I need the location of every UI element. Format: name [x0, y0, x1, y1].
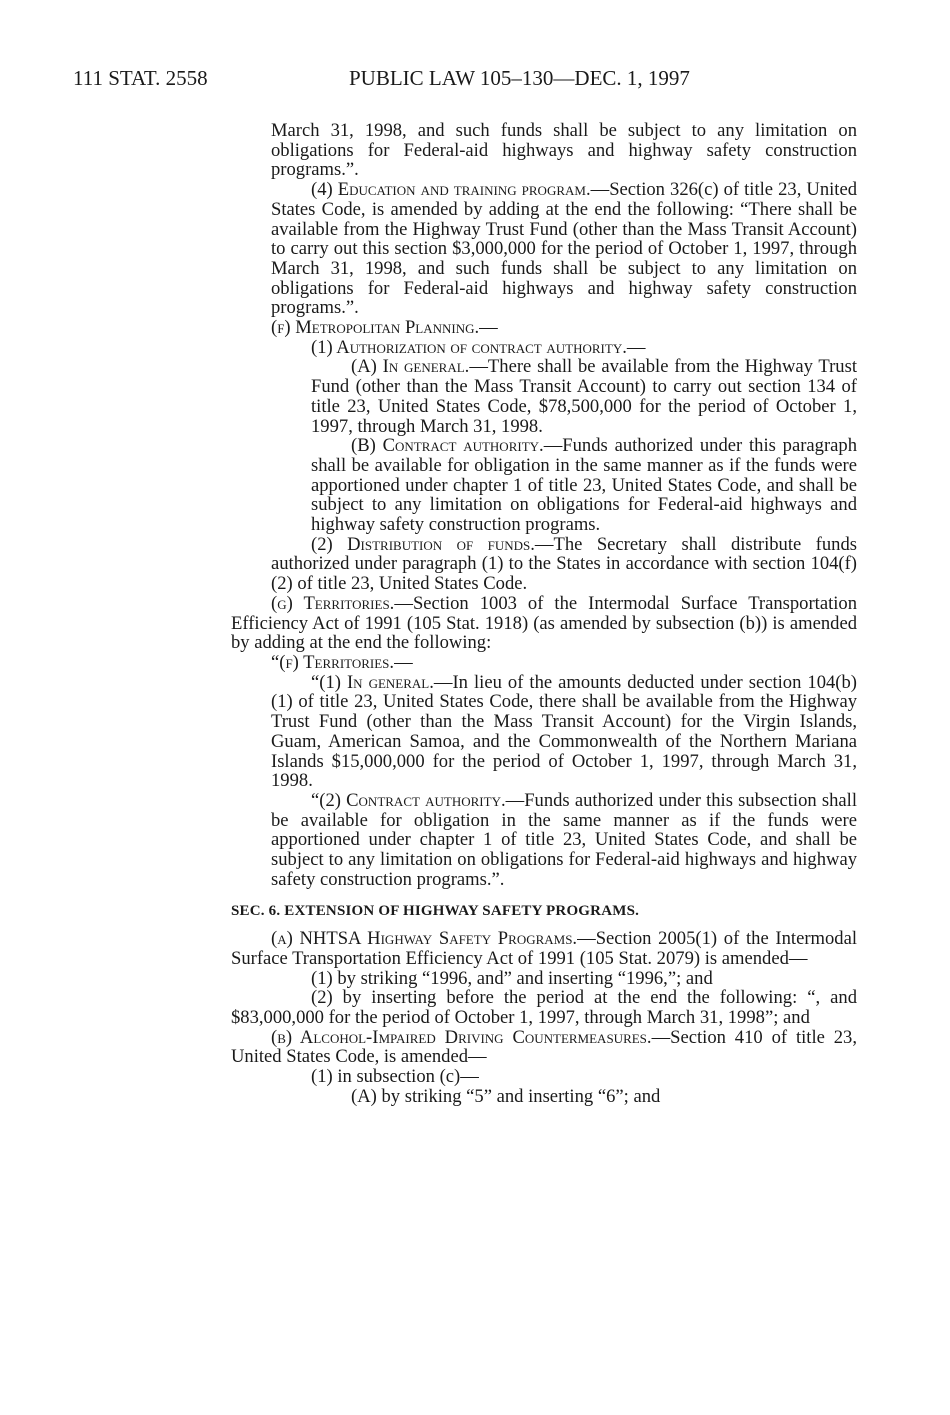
- paragraph-heading: (A) In general.: [351, 356, 470, 378]
- paragraph-text: —Funds authorized under this paragraph shall be available for obligation in the same manner as if the funds were apportioned under chapter 1 of title 23, United States Code, and shall be subject to any limitation on obligations for Federal-aid highways and highway safety construction programs.: [311, 435, 858, 536]
- paragraph-text: —Section 2005(1) of the Intermodal Surface Transportation Efficiency Act of 1991 (105 Stat. 2079) is amended—: [231, 928, 858, 969]
- paragraph-text: —There shall be available from the Highway Trust Fund (other than the Mass Transit Account) to carry out section 134 of title 23, United States Code, $78,500,000 for the period of October 1, 1997, through March 31, 1998.: [311, 356, 857, 437]
- paragraph: [271, 673, 857, 791]
- paragraph: [271, 535, 857, 594]
- paragraph-text: —: [479, 317, 498, 339]
- paragraph-heading: (B) Contract authority.: [351, 435, 544, 457]
- paragraph-text: —Section 1003 of the Intermodal Surface Transportation Efficiency Act of 1991 (105 Stat. 1918) (as amended by subsection (b)) is amended by adding at the end the following:: [231, 592, 858, 654]
- paragraph-heading: (a) NHTSA Highway Safety Programs.: [271, 928, 578, 950]
- public-law-citation: PUBLIC LAW 105–130—DEC. 1, 1997: [349, 66, 690, 90]
- paragraph: March 31, 1998, and such funds shall be subject to any limitation on obligations for Federal-aid highways and highway safety construction programs.”.: [271, 120, 857, 181]
- paragraph-text: —In lieu of the amounts deducted under section 104(b)(1) of title 23, United States Code, there shall be available from the Highway Trust Fund (other than the Mass Transit Account) for the Virgin Islands, Guam, American Samoa, and the Commonwealth of the Northern Mariana Islands $15,000,000 for the period of October 1, 1997, through March 31, 1998.: [271, 671, 857, 792]
- statute-page-number: 111 STAT. 2558: [73, 66, 208, 90]
- paragraph-text: —Section 410 of title 23, United States Code, is amended—: [231, 1026, 857, 1068]
- page-header: [0, 66, 950, 100]
- paragraph-heading: (2) Distribution of funds.: [311, 533, 535, 555]
- paragraph-heading: (1) Authorization of contract authority.: [311, 336, 627, 358]
- paragraph: [231, 1028, 857, 1067]
- paragraph: (1) by striking “1996, and” and inserting “1996,”; and: [311, 967, 713, 989]
- paragraph: [271, 180, 857, 318]
- paragraph: (2) by inserting before the period at the end the following: “, and $83,000,000 for the period of October 1, 1997, through March 31, 1998”; and: [231, 987, 857, 1028]
- paragraph: (A) by striking “5” and inserting “6”; and: [351, 1085, 661, 1107]
- paragraph-heading: (b) Alcohol-Impaired Driving Countermeasures.: [271, 1026, 652, 1048]
- paragraph-text: —: [394, 651, 413, 673]
- paragraph: [231, 929, 857, 968]
- paragraph-text: —Section 326(c) of title 23, United States Code, is amended by adding at the end the following: “There shall be available from the Highway Trust Fund (other than the Mass Transit Account) to carry out this section $3,000,000 for the period of October 1, 1997, through March 31, 1998, and such funds shall be subject to any limitation on obligations for Federal-aid highways and highway safety construction programs.”.: [271, 179, 857, 319]
- paragraph: [311, 357, 857, 436]
- paragraph-heading: “(1) In general.: [311, 671, 434, 693]
- paragraph-heading: (g) Territories.: [271, 592, 395, 614]
- paragraph: [231, 338, 857, 358]
- paragraph: [231, 318, 857, 338]
- paragraph-heading: “(f) Territories.: [271, 651, 395, 673]
- paragraph-text: —: [626, 336, 646, 358]
- document-body: [231, 121, 857, 1106]
- paragraph-heading: “(2) Contract authority.: [311, 789, 506, 811]
- paragraph-text: —The Secretary shall distribute funds authorized under paragraph (1) to the States in accordance with section 104(f)(2) of title 23, United States Code.: [271, 533, 857, 595]
- paragraph: (1) in subsection (c)—: [311, 1066, 479, 1088]
- paragraph: [271, 791, 857, 890]
- paragraph-text: —Funds authorized under this subsection shall be available for obligation in the same manner as if the funds were apportioned under chapter 1 of title 23, United States Code, and shall be subject to any limitation on obligations for Federal-aid highways and highway safety construction programs.”.: [271, 789, 857, 890]
- paragraph: [231, 653, 857, 673]
- paragraph-heading: (4) Education and training program.: [311, 179, 591, 201]
- paragraph-heading: (f) Metropolitan Planning.: [271, 317, 480, 339]
- paragraph: [231, 594, 857, 653]
- section-heading: SEC. 6. EXTENSION OF HIGHWAY SAFETY PROGRAMS.: [231, 903, 640, 920]
- paragraph: [311, 436, 857, 535]
